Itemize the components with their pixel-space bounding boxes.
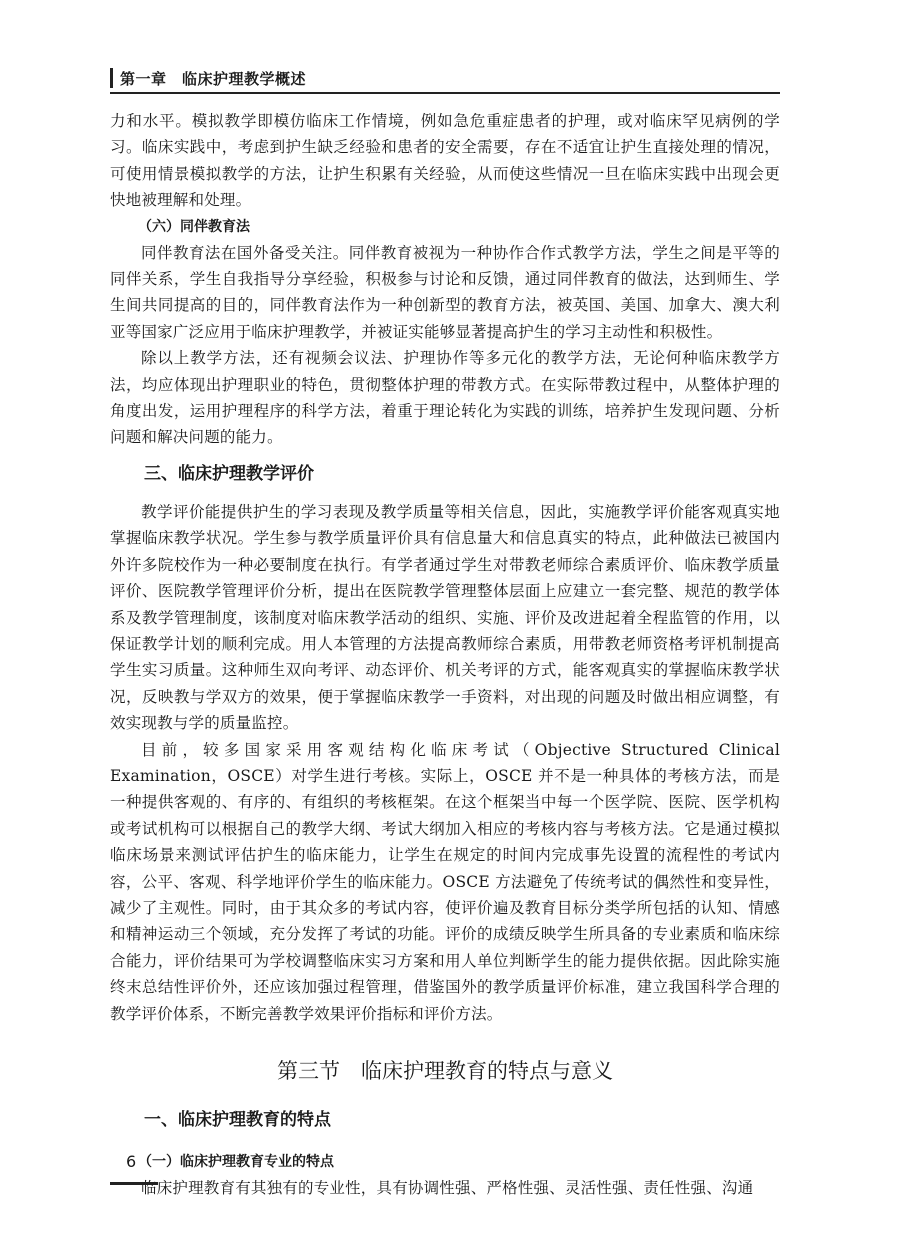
subheading-peer-education: （六）同伴教育法 (138, 218, 250, 235)
header-bar (110, 68, 113, 88)
paragraph-osce: 目前，较多国家采用客观结构化临床考试（Objective Structured Clinical Examination，OSCE）对学生进行考核。实际上，OSCE 并不是一种具体的考核方法，而是一种提供客观的、有序的、有组织的考核框架。在这个框架当中每一个医学院、医院、医学机构或考试机构可以根据自己的教学大纲、考试大纲加入相应的考核内容与考核方法。它是通过模拟临床场景来测试评估护生的临床能力，让学生在规定的时间内完成事先设置的流程性的考试内容，公平、客观、科学地评价学生的临床能力。OSCE 方法避免了传统考试的偶然性和变异性，减少了主观性。同时，由于其众多的考试内容，使评价遍及教育目标分类学所包括的认知、情感和精神运动三个领域，充分发挥了考试的功能。评价的成绩反映学生所具备的专业素质和临床综合能力，评价结果可为学校调整临床实习方案和用人单位判断学生的能力提供依据。因此除实施终末总结性评价外，还应该加强过程管理，借鉴国外的教学质量评价标准，建立我国科学合理的教学评价体系，不断完善教学效果评价指标和评价方法。 (110, 740, 780, 1023)
page-number: 6 (126, 1152, 137, 1171)
page-footer (110, 1150, 158, 1185)
paragraph-features: 临床护理教育有其独有的专业性，具有协调性强、严格性强、灵活性强、责任性强、沟通 (141, 1179, 754, 1197)
running-header (110, 64, 780, 94)
paragraph-continued: 力和水平。模拟教学即模仿临床工作情境，例如急危重症患者的护理，或对临床罕见病例的学习。临床实践中，考虑到护生缺乏经验和患者的安全需要，存在不适宜让护生直接处理的情况，可使用情景模拟教学的方法，让护生积累有关经验，从而使这些情况一旦在临床实践中出现会更快地被理解和处理。 (110, 112, 780, 210)
page-content (110, 108, 780, 1201)
section-title: 第三节 临床护理教育的特点与意义 (277, 1059, 613, 1083)
paragraph-other-methods: 除以上教学方法，还有视频会议法、护理协作等多元化的教学方法，无论何种临床教学方法，均应体现出护理职业的特色，贯彻整体护理的带教方式。在实际带教过程中，从整体护理的角度出发，运用护理程序的科学方法，着重于理论转化为实践的训练，培养护生发现问题、分析问题和解决问题的能力。 (110, 349, 780, 447)
heading-features: 一、临床护理教育的特点 (144, 1110, 331, 1130)
chapter-title: 第一章 临床护理教学概述 (120, 70, 307, 88)
heading-teaching-evaluation: 三、临床护理教学评价 (144, 463, 314, 484)
paragraph-peer-education: 同伴教育法在国外备受关注。同伴教育被视为一种协作合作式教学方法，学生之间是平等的同伴关系，学生自我指导分享经验，积极参与讨论和反馈，通过同伴教育的做法，达到师生、学生间共同提高的目的，同伴教育法作为一种创新型的教育方法，被英国、美国、加拿大、澳大利亚等国家广泛应用于临床护理教学，并被证实能够显著提高护生的学习主动性和积极性。 (110, 243, 780, 341)
paragraph-evaluation: 教学评价能提供护生的学习表现及教学质量等相关信息，因此，实施教学评价能客观真实地掌握临床教学状况。学生参与教学质量评价具有信息量大和信息真实的特点，此种做法已被国内外许多院校作为一种必要制度在执行。有学者通过学生对带教老师综合素质评价、临床教学质量评价、医院教学管理评价分析，提出在医院教学管理整体层面上应建立一套完整、规范的教学体系及教学管理制度，该制度对临床教学活动的组织、实施、评价及改进起着全程监管的作用，以保证教学计划的顺利完成。用人本管理的方法提高教师综合素质，用带教老师资格考评机制提高学生实习质量。这种师生双向考评、动态评价、机关考评的方式，能客观真实的掌握临床教学状况，反映教与学双方的效果，便于掌握临床教学一手资料，对出现的问题及时做出相应调整，有效实现教与学的质量监控。 (110, 502, 780, 733)
subheading-professional-features: （一）临床护理教育专业的特点 (138, 1154, 334, 1170)
